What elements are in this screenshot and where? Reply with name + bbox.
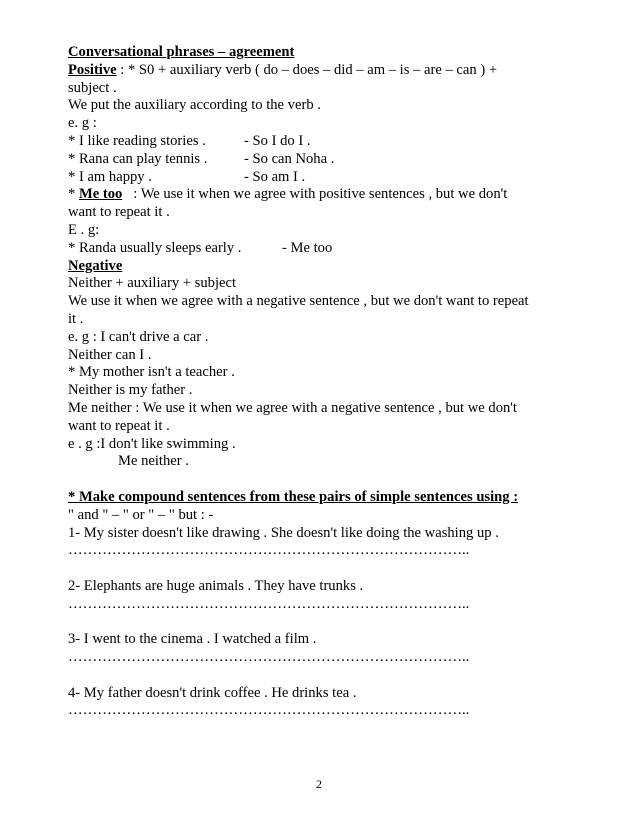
exercise-item: 4- My father doesn't drink coffee . He drinks tea . (68, 684, 357, 701)
example-right: - So can Noha . (244, 150, 335, 167)
negative-label: Negative (68, 257, 123, 274)
positive-rule (68, 62, 568, 80)
document-body (68, 44, 568, 720)
negative-reply: Neither can I . (68, 346, 152, 363)
meneither-rule: Me neither : We use it when we agree with a negative sentence , but we don't (68, 399, 517, 416)
answer-line[interactable]: ……………………………………………………………………….. (68, 542, 470, 559)
example-left: * I am happy . (68, 168, 152, 185)
example-left: * Rana can play tennis . (68, 150, 208, 167)
negative-rule: Neither + auxiliary + subject (68, 275, 237, 292)
negative-reply: Neither is my father . (68, 382, 193, 399)
answer-line[interactable]: ……………………………………………………………………….. (68, 649, 470, 666)
example-row (68, 169, 568, 187)
metoo-example-left: * Randa usually sleeps early . (68, 239, 242, 256)
positive-rule-text: : * S0 + auxiliary verb ( do – does – did – am – is – are – can ) + (116, 61, 498, 78)
negative-example: * My mother isn't a teacher . (68, 364, 235, 381)
positive-rule-cont: subject . (68, 79, 117, 96)
negative-eg: e. g : I can't drive a car . (68, 328, 209, 345)
metoo-label: Me too (78, 186, 123, 203)
negative-use: We use it when we agree with a negative sentence , but we don't want to repeat (68, 293, 529, 310)
answer-line[interactable]: ……………………………………………………………………….. (68, 595, 470, 612)
example-row (68, 151, 568, 169)
positive-note: We put the auxiliary according to the verb . (68, 97, 321, 114)
metoo-eg: E . g: (68, 221, 100, 238)
example-right: - So am I . (244, 168, 306, 185)
exercise-item: 1- My sister doesn't like drawing . She doesn't like doing the washing up . (68, 524, 499, 541)
meneither-reply: Me neither . (118, 453, 189, 470)
exercise-heading: * Make compound sentences from these pairs of simple sentences using : (68, 488, 519, 505)
page-title: Conversational phrases – agreement (68, 44, 295, 60)
exercise-connectors: " and " – " or " – " but : - (68, 506, 214, 523)
meneither-eg: e . g :I don't like swimming . (68, 435, 236, 452)
metoo-prefix: * (68, 186, 79, 203)
exercise-item: 2- Elephants are huge animals . They have trunks . (68, 577, 364, 594)
meneither-rule-cont: want to repeat it . (68, 417, 170, 434)
metoo-example-row (68, 240, 568, 258)
metoo-text-cont: want to repeat it . (68, 204, 170, 221)
positive-label: Positive (68, 61, 117, 78)
example-row (68, 133, 568, 151)
negative-use-cont: it . (68, 310, 84, 327)
answer-line[interactable]: ……………………………………………………………………….. (68, 702, 470, 719)
metoo-text: : We use it when we agree with positive sentences , but we don't (122, 186, 508, 203)
positive-eg: e. g : (68, 115, 97, 132)
page-number: 2 (316, 777, 322, 791)
metoo-example-right: - Me too (282, 239, 333, 256)
exercise-item: 3- I went to the cinema . I watched a film . (68, 631, 317, 648)
example-right: - So I do I . (244, 132, 311, 149)
metoo-rule (68, 186, 568, 204)
example-left: * I like reading stories . (68, 132, 206, 149)
